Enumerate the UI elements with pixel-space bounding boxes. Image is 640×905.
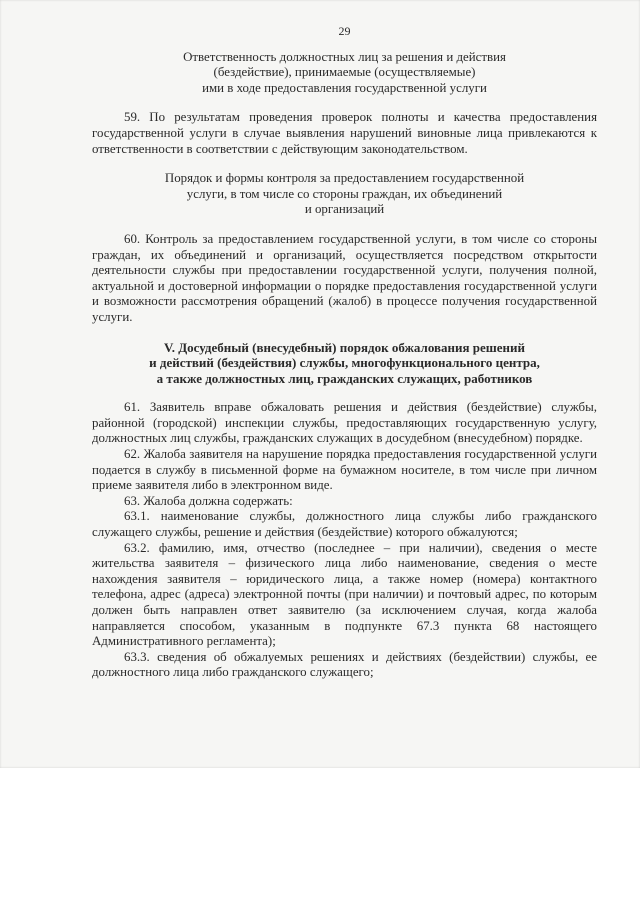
- heading-line: и организаций: [304, 202, 385, 217]
- heading-line: Ответственность должностных лиц за решения и действия: [183, 49, 506, 64]
- document-body: [92, 24, 597, 681]
- paragraph-59: 59. По результатам проведения проверок полноты и качества предоставления государственной услуги в случае выявления нарушений виновные лица привлекаются к ответственности в соответствии с действующим законодательством.: [92, 110, 597, 156]
- paragraph-60: 60. Контроль за предоставлением государственной услуги, в том числе со стороны граждан, их объединений и организаций, осуществляется посредством открытости деятельности службы при предоставлении государственной услуги, получения полной, актуальной и достоверной информации о порядке предоставления государственной услуги и возможности рассмотрения обращений (жалоб) в процессе получения государственной услуги.: [92, 231, 597, 324]
- paragraph-63-1: 63.1. наименование службы, должностного лица службы либо гражданского служащего службы, решение и действия (бездействие) которого обжалуются;: [92, 509, 597, 540]
- paragraph-63: 63. Жалоба должна содержать:: [124, 493, 293, 508]
- paragraph-62: 62. Жалоба заявителя на нарушение порядка предоставления государственной услуги подается в службу в письменной форме на бумажном носителе, в том числе при личном приеме заявителя либо в электронном виде.: [92, 447, 597, 493]
- heading-line: ими в ходе предоставления государственной услуги: [202, 80, 487, 95]
- page-number: 29: [338, 24, 351, 38]
- heading-line: а также должностных лиц, гражданских служащих, работников: [156, 370, 533, 386]
- heading-line: V. Досудебный (внесудебный) порядок обжалования решений: [163, 339, 526, 355]
- paragraph-63-2: 63.2. фамилию, имя, отчество (последнее – при наличии), сведения о месте жительства заявителя – физического лица либо наименование, сведения о месте нахождения заявителя – юридического лица, а также номер (номера) контактного телефона, адрес (адреса) электронной почты (при наличии) и почтовый адрес, по которым должен быть направлен ответ заявителю (за исключением случая, когда жалоба направляется способом, указанным в подпункте 67.3 пункта 68 настоящего Административного регламента);: [92, 540, 597, 649]
- page-margin-bottom: [0, 768, 640, 905]
- heading-line: и действий (бездействия) службы, многофункционального центра,: [149, 355, 540, 371]
- heading-line: услуги, в том числе со стороны граждан, их объединений: [186, 186, 503, 201]
- heading-control-forms: [92, 171, 597, 218]
- paragraph-61: 61. Заявитель вправе обжаловать решения и действия (бездействие) службы, районной (городской) инспекции службы, предоставляющих государственную услугу, должностных лиц службы, гражданских служащих в досудебном (внесудебном) порядке.: [92, 400, 597, 446]
- heading-line: Порядок и формы контроля за предоставлением государственной: [164, 171, 525, 186]
- heading-line: (бездействие), принимаемые (осуществляемые): [213, 65, 476, 80]
- paragraph-63-3: 63.3. сведения об обжалуемых решениях и действиях (бездействии) службы, ее должностного лица либо гражданского служащего;: [92, 649, 597, 680]
- heading-responsibility: [92, 50, 597, 97]
- heading-section-v: [92, 340, 597, 387]
